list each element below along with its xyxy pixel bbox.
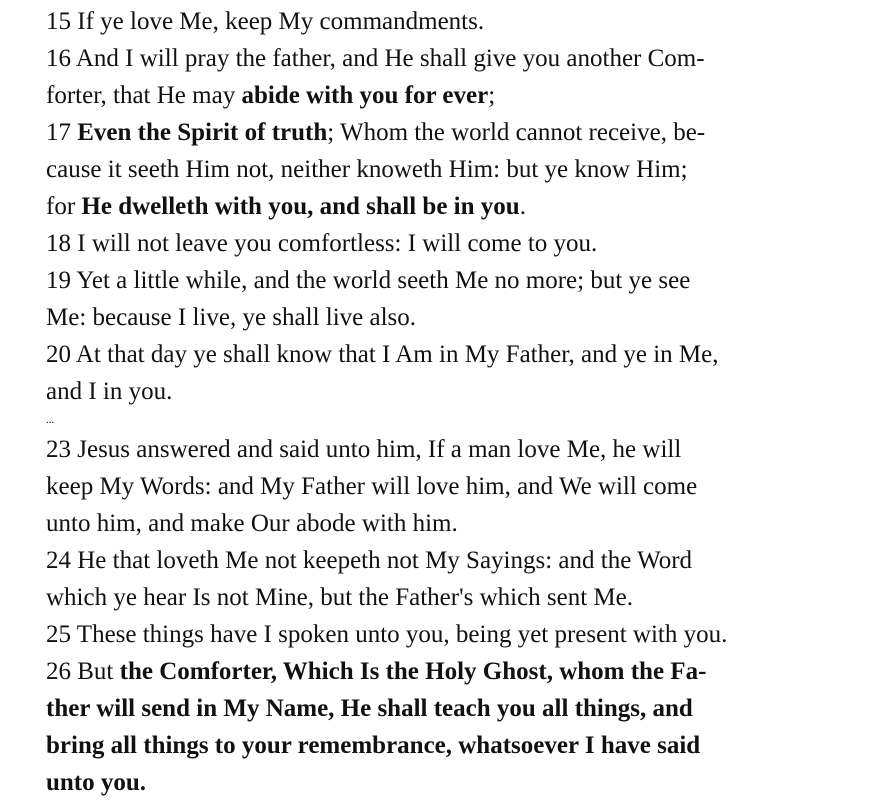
verse-16-line-2 xyxy=(46,77,876,114)
verse-text: and I in you. xyxy=(46,378,173,405)
emphasis-text: Even the Spirit of truth xyxy=(77,119,328,146)
ellipsis-text: ... xyxy=(46,414,55,426)
verse-text: . xyxy=(519,193,526,220)
verse-text: 19 Yet a little while, and the world seeth Me no more; but ye see xyxy=(46,267,691,294)
verse-18 xyxy=(46,225,876,262)
verse-17-line-3 xyxy=(46,188,876,225)
verse-text: unto him, and make Our abode with him. xyxy=(46,510,458,537)
omission-ellipsis xyxy=(46,410,876,431)
verse-text: 15 If ye love Me, keep My commandments. xyxy=(46,8,485,35)
verse-text: ; xyxy=(488,82,496,109)
verse-text: 18 I will not leave you comfortless: I will come to you. xyxy=(46,230,598,257)
verse-text: 16 And I will pray the father, and He shall give you another Com- xyxy=(46,45,705,72)
emphasis-text: He dwelleth with you, and shall be in you xyxy=(81,193,520,220)
verse-26-line-2 xyxy=(46,690,876,727)
emphasis-text: abide with you for ever xyxy=(241,82,489,109)
verse-text: 26 But xyxy=(46,658,120,685)
verse-text: 25 These things have I spoken unto you, being yet present with you. xyxy=(46,621,728,648)
verse-text: 24 He that loveth Me not keepeth not My Sayings: and the Word xyxy=(46,547,693,574)
scripture-passage xyxy=(46,3,876,801)
verse-24-line-1 xyxy=(46,542,876,579)
verse-25 xyxy=(46,616,876,653)
emphasis-text: unto you. xyxy=(46,769,147,796)
verse-text: which ye hear Is not Mine, but the Father's which sent Me. xyxy=(46,584,634,611)
emphasis-text: ther will send in My Name, He shall teach you all things, and xyxy=(46,695,693,722)
verse-20-line-2 xyxy=(46,373,876,410)
verse-text: ; Whom the world cannot receive, be- xyxy=(327,119,706,146)
verse-15 xyxy=(46,3,876,40)
verse-23-line-1 xyxy=(46,431,876,468)
verse-23-line-2 xyxy=(46,468,876,505)
verse-26-line-4 xyxy=(46,764,876,801)
verse-text: Me: because I live, ye shall live also. xyxy=(46,304,417,331)
verse-26-line-1 xyxy=(46,653,876,690)
verse-16-line-1 xyxy=(46,40,876,77)
verse-text: 20 At that day ye shall know that I Am in My Father, and ye in Me, xyxy=(46,341,719,368)
verse-text: forter, that He may xyxy=(46,82,242,109)
verse-text: 23 Jesus answered and said unto him, If a man love Me, he will xyxy=(46,436,682,463)
verse-24-line-2 xyxy=(46,579,876,616)
verse-23-line-3 xyxy=(46,505,876,542)
verse-26-line-3 xyxy=(46,727,876,764)
verse-17-line-1 xyxy=(46,114,876,151)
verse-17-line-2 xyxy=(46,151,876,188)
verse-text: 17 xyxy=(46,119,78,146)
verse-19-line-2 xyxy=(46,299,876,336)
verse-text: keep My Words: and My Father will love him, and We will come xyxy=(46,473,698,500)
emphasis-text: bring all things to your remembrance, whatsoever I have said xyxy=(46,732,701,759)
verse-text: for xyxy=(46,193,82,220)
verse-20-line-1 xyxy=(46,336,876,373)
verse-19-line-1 xyxy=(46,262,876,299)
emphasis-text: the Comforter, Which Is the Holy Ghost, whom the Fa- xyxy=(119,658,707,685)
verse-text: cause it seeth Him not, neither knoweth Him: but ye know Him; xyxy=(46,156,688,183)
